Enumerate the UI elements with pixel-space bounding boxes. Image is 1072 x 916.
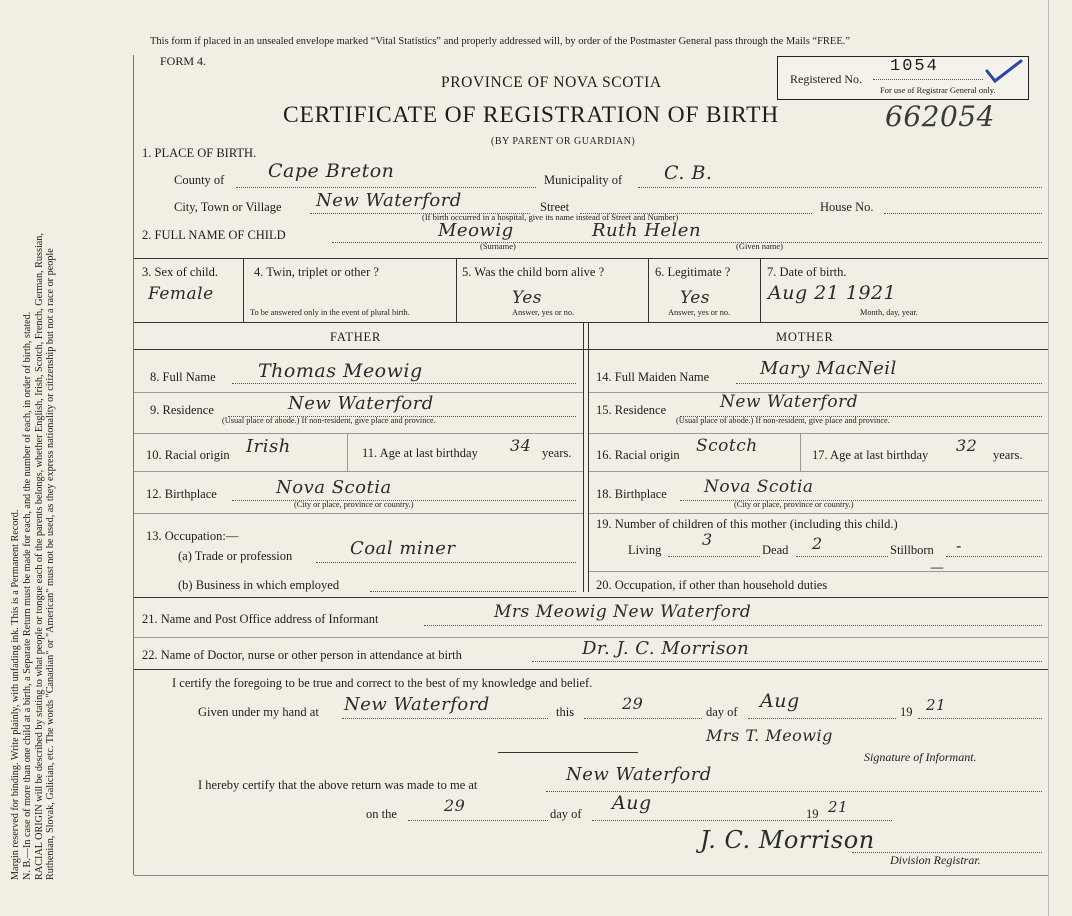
father-name-value: Thomas Meowig bbox=[258, 360, 423, 382]
parents-heading-rule bbox=[134, 349, 1048, 350]
surname-caption: (Surname) bbox=[480, 241, 516, 251]
father-occupation-label: 13. Occupation:— bbox=[146, 529, 239, 543]
child-surname-value: Meowig bbox=[438, 220, 514, 241]
registrar-only-note: For use of Registrar General only. bbox=[880, 85, 996, 95]
father-age-value: 34 bbox=[510, 436, 532, 455]
year-prefix: 19 bbox=[900, 705, 913, 719]
father-trade-label: (a) Trade or profession bbox=[178, 549, 293, 563]
father-rule-4 bbox=[134, 513, 583, 514]
county-line bbox=[236, 187, 536, 188]
county-label: County of bbox=[174, 173, 225, 187]
day-of-label: day of bbox=[706, 705, 738, 719]
father-residence-label: 9. Residence bbox=[150, 403, 214, 417]
mother-residence-value: New Waterford bbox=[720, 392, 859, 412]
municipality-line bbox=[638, 187, 1042, 188]
dob-label: 7. Date of birth. bbox=[767, 265, 847, 279]
sex-label: 3. Sex of child. bbox=[142, 265, 219, 279]
child-given-value: Ruth Helen bbox=[592, 220, 702, 241]
dead-value: 2 bbox=[812, 534, 823, 553]
registrar-statement: I hereby certify that the above return was made to me at bbox=[198, 778, 478, 792]
mother-rule-2 bbox=[589, 433, 1048, 434]
father-business-label: (b) Business in which employed bbox=[178, 578, 340, 592]
father-racial-value: Irish bbox=[246, 436, 291, 457]
parents-divider bbox=[583, 322, 584, 592]
certificate-title: CERTIFICATE OF REGISTRATION OF BIRTH bbox=[283, 102, 779, 128]
father-heading: FATHER bbox=[330, 330, 382, 344]
mother-age-value: 32 bbox=[956, 436, 978, 455]
mother-residence-label: 15. Residence bbox=[596, 403, 667, 417]
father-racial-divider bbox=[347, 433, 348, 471]
row3-divider-3 bbox=[648, 258, 649, 322]
mother-years-label: years. bbox=[993, 448, 1023, 462]
legitimate-note: Answer, yes or no. bbox=[668, 308, 731, 317]
bottom-rule bbox=[134, 875, 1048, 876]
father-name-label: 8. Full Name bbox=[150, 370, 216, 384]
dead-label: Dead bbox=[762, 543, 789, 557]
mother-racial-value: Scotch bbox=[696, 436, 758, 456]
mother-age-label: 17. Age at last birthday bbox=[812, 448, 929, 462]
registered-label: Registered No. bbox=[790, 72, 862, 86]
province-heading: PROVINCE OF NOVA SCOTIA bbox=[441, 74, 662, 91]
father-trade-value: Coal miner bbox=[350, 538, 456, 559]
father-rule-3 bbox=[134, 471, 583, 472]
mother-occupation-value: — bbox=[930, 560, 945, 576]
margin-note-2: N. B.—In case of more than one child at a birth, a Separate Return must be made for each, and the number of each, in order of birth, stated. bbox=[21, 311, 33, 880]
father-residence-note: (Usual place of abode.) If non-resident, give place and province. bbox=[222, 416, 436, 425]
living-label: Living bbox=[628, 543, 662, 557]
stillborn-line bbox=[946, 556, 1042, 557]
parents-divider-2 bbox=[588, 322, 589, 592]
mother-name-label: 14. Full Maiden Name bbox=[596, 370, 710, 384]
father-years-label: years. bbox=[542, 446, 572, 460]
informant-signature-label: Signature of Informant. bbox=[864, 750, 977, 764]
legitimate-value: Yes bbox=[680, 288, 711, 308]
given-name-caption: (Given name) bbox=[736, 241, 783, 251]
living-value: 3 bbox=[702, 530, 713, 549]
mother-birthplace-value: Nova Scotia bbox=[704, 477, 814, 497]
day-line bbox=[584, 718, 702, 719]
mother-name-value: Mary MacNeil bbox=[760, 358, 897, 379]
mother-residence-note: (Usual place of abode.) If non-resident, give place and province. bbox=[676, 416, 890, 425]
mother-name-line bbox=[736, 383, 1042, 384]
house-number-label: House No. bbox=[820, 200, 874, 214]
right-edge-rule bbox=[1048, 0, 1049, 916]
father-racial-label: 10. Racial origin bbox=[146, 448, 230, 462]
legitimate-label: 6. Legitimate ? bbox=[655, 265, 731, 279]
dead-line bbox=[796, 556, 888, 557]
county-value: Cape Breton bbox=[268, 160, 395, 182]
doctor-value: Dr. J. C. Morrison bbox=[582, 638, 750, 659]
certificate-subtitle: (BY PARENT OR GUARDIAN) bbox=[491, 136, 636, 147]
year-value: 21 bbox=[926, 696, 947, 714]
registrar-day-of-label: day of bbox=[550, 807, 582, 821]
margin-note-3: RACIAL ORIGIN will be described by stating to what people or tongue each of the parents belongs, whether English, Irish, Scotch, French, German, Russian, bbox=[33, 233, 45, 880]
dob-note: Month, day, year. bbox=[860, 308, 918, 317]
row3-divider-1 bbox=[243, 258, 244, 322]
mother-rule-4 bbox=[589, 513, 1048, 514]
mother-heading: MOTHER bbox=[776, 330, 834, 344]
mother-racial-label: 16. Racial origin bbox=[596, 448, 680, 462]
place-of-birth-label: 1. PLACE OF BIRTH. bbox=[142, 146, 257, 160]
mail-note: This form if placed in an unsealed envelope marked “Vital Statistics” and properly addressed will, by order of the Postmaster General pass through the Mails “FREE.” bbox=[150, 36, 851, 47]
mother-racial-divider bbox=[800, 433, 801, 471]
informant-label: 21. Name and Post Office address of Informant bbox=[142, 612, 379, 626]
row3-bottom-rule bbox=[134, 322, 1048, 323]
registrar-place-value: New Waterford bbox=[566, 764, 712, 785]
mother-birthplace-label: 18. Birthplace bbox=[596, 487, 667, 501]
registrar-year-value: 21 bbox=[828, 798, 849, 816]
margin-note-4: Ruthenian, Slovak, Galician, etc. The words "Canadian" or "American" must not be used, as they express nationality or citizenship but not a race or people bbox=[45, 248, 57, 880]
registrar-month-line bbox=[592, 820, 892, 821]
father-business-line bbox=[370, 591, 576, 592]
father-rule-2 bbox=[134, 433, 583, 434]
given-place-line bbox=[342, 718, 548, 719]
born-alive-label: 5. Was the child born alive ? bbox=[462, 265, 605, 279]
doctor-bottom-rule bbox=[134, 669, 1048, 670]
mother-occupation-label: 20. Occupation, if other than household duties bbox=[596, 578, 828, 592]
left-margin-rule bbox=[133, 55, 134, 875]
house-number-line bbox=[884, 213, 1042, 214]
month-value: Aug bbox=[760, 690, 800, 712]
stillborn-value: - bbox=[956, 536, 962, 555]
form-number: FORM 4. bbox=[160, 54, 207, 68]
twin-label: 4. Twin, triplet or other ? bbox=[254, 265, 379, 279]
checkmark-icon bbox=[983, 57, 1025, 87]
informant-top-rule bbox=[134, 597, 1048, 598]
margin-note-1: Margin reserved for binding. Write plainly, with unfading ink. This is a Permanent Record. bbox=[10, 509, 21, 880]
certificate-number: 662054 bbox=[885, 100, 995, 133]
short-rule bbox=[498, 752, 638, 753]
born-alive-value: Yes bbox=[512, 288, 543, 308]
registered-value: 1054 bbox=[890, 57, 939, 76]
born-alive-note: Answer, yes or no. bbox=[512, 308, 575, 317]
mother-rule-5 bbox=[589, 571, 1048, 572]
informant-signature: Mrs T. Meowig bbox=[706, 726, 833, 745]
certify-statement: I certify the foregoing to be true and correct to the best of my knowledge and belief. bbox=[172, 676, 593, 690]
informant-value: Mrs Meowig New Waterford bbox=[494, 602, 752, 622]
registrar-day-value: 29 bbox=[444, 796, 466, 815]
registrar-signature-label: Division Registrar. bbox=[890, 853, 981, 867]
city-value: New Waterford bbox=[316, 190, 462, 211]
given-place-value: New Waterford bbox=[344, 694, 490, 715]
doctor-label: 22. Name of Doctor, nurse or other person in attendance at birth bbox=[142, 648, 462, 662]
row3-divider-4 bbox=[760, 258, 761, 322]
stillborn-label: Stillborn bbox=[890, 543, 934, 557]
father-residence-value: New Waterford bbox=[288, 393, 434, 414]
dob-value: Aug 21 1921 bbox=[768, 282, 897, 304]
row3-top-rule bbox=[134, 258, 1048, 259]
hospital-note: (If birth occurred in a hospital, give its name instead of Street and Number) bbox=[422, 212, 679, 222]
doctor-line bbox=[532, 661, 1042, 662]
registrar-day-line bbox=[408, 820, 548, 821]
given-under-label: Given under my hand at bbox=[198, 705, 319, 719]
twin-note: To be answered only in the event of plural birth. bbox=[250, 308, 410, 317]
father-age-label: 11. Age at last birthday bbox=[362, 446, 478, 460]
municipality-label: Municipality of bbox=[544, 173, 623, 187]
child-name-line bbox=[332, 242, 1042, 243]
this-label: this bbox=[556, 705, 575, 719]
city-label: City, Town or Village bbox=[174, 200, 282, 214]
living-line bbox=[668, 556, 760, 557]
mother-rule-3 bbox=[589, 471, 1048, 472]
father-birthplace-label: 12. Birthplace bbox=[146, 487, 217, 501]
child-name-label: 2. FULL NAME OF CHILD bbox=[142, 228, 286, 242]
sex-value: Female bbox=[148, 284, 214, 304]
registrar-year-prefix: 19 bbox=[806, 807, 819, 821]
row3-divider-2 bbox=[456, 258, 457, 322]
registrar-signature: J. C. Morrison bbox=[700, 826, 875, 854]
municipality-value: C. B. bbox=[664, 162, 713, 184]
day-value: 29 bbox=[622, 694, 644, 713]
mother-birthplace-note: (City or place, province or country.) bbox=[734, 500, 854, 509]
father-name-line bbox=[232, 383, 576, 384]
on-the-label: on the bbox=[366, 807, 397, 821]
registered-number-box bbox=[777, 56, 1029, 100]
year-line bbox=[918, 718, 1042, 719]
informant-line bbox=[424, 625, 1042, 626]
registrar-month-value: Aug bbox=[612, 792, 652, 814]
street-label: Street bbox=[540, 200, 570, 214]
mother-children-label: 19. Number of children of this mother (including this child.) bbox=[596, 517, 898, 531]
margin-notes bbox=[10, 0, 132, 880]
month-line bbox=[748, 718, 896, 719]
father-birthplace-note: (City or place, province or country.) bbox=[294, 500, 414, 509]
registered-dash bbox=[873, 79, 983, 80]
father-trade-line bbox=[316, 562, 576, 563]
father-birthplace-value: Nova Scotia bbox=[276, 477, 392, 498]
